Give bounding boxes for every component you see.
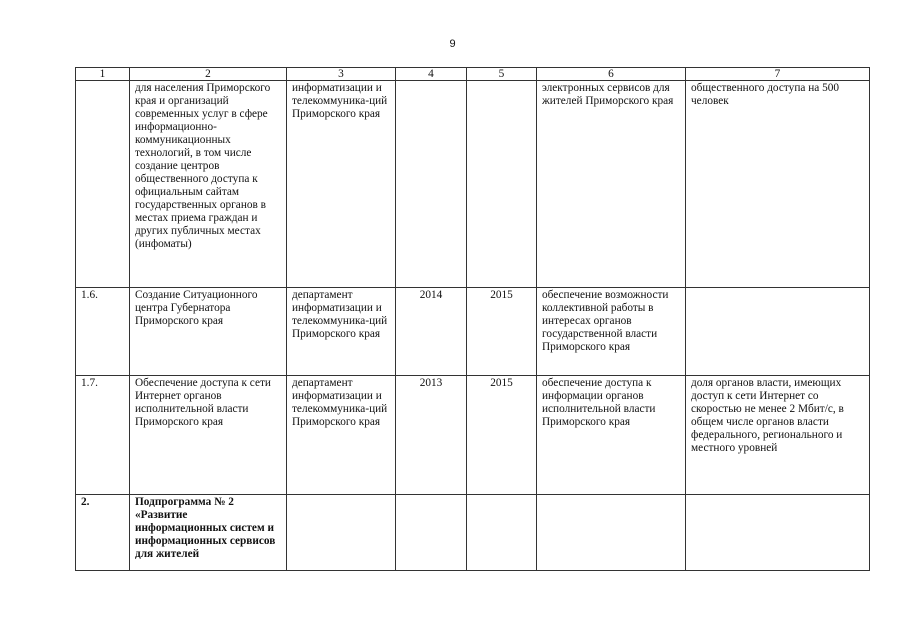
header-cell: 2 [130,68,287,81]
item-start-year: 2014 [396,288,467,376]
table-header-row [76,68,870,81]
item-result: обеспечение возможности коллективной работы в интересах органов государственной власти Приморского края [537,288,686,376]
table-row [76,495,870,571]
item-start-year [396,81,467,288]
table-row [76,81,870,288]
item-executor: информатизации и телекоммуника-ций Приморского края [287,81,396,288]
item-start-year: 2013 [396,376,467,495]
item-end-year: 2015 [467,376,537,495]
item-end-year [467,81,537,288]
header-cell: 4 [396,68,467,81]
item-name: для населения Приморского края и организаций современных услуг в сфере информационно-коммуникационных технологий, в том числе создание центров общественного доступа к официальным сайтам государственных органов в местах приема граждан и других публичных местах (инфоматы) [130,81,287,288]
item-name: Создание Ситуационного центра Губернатора Приморского края [130,288,287,376]
item-executor: департамент информатизации и телекоммуника-ций Приморского края [287,288,396,376]
program-table [75,67,870,571]
item-indicator: доля органов власти, имеющих доступ к сети Интернет со скоростью не менее 2 Мбит/с, в общем числе органов власти федерального, регионального и местного уровней [686,376,870,495]
header-cell: 6 [537,68,686,81]
item-number: 1.6. [76,288,130,376]
table-row [76,376,870,495]
item-indicator [686,495,870,571]
item-result [537,495,686,571]
item-result: электронных сервисов для жителей Приморского края [537,81,686,288]
item-number: 2. [76,495,130,571]
header-cell: 7 [686,68,870,81]
item-indicator: общественного доступа на 500 человек [686,81,870,288]
header-cell: 1 [76,68,130,81]
item-executor [287,495,396,571]
item-start-year [396,495,467,571]
item-end-year: 2015 [467,288,537,376]
item-executor: департамент информатизации и телекоммуника-ций Приморского края [287,376,396,495]
table-row [76,288,870,376]
item-end-year [467,495,537,571]
item-number: 1.7. [76,376,130,495]
item-result: обеспечение доступа к информации органов исполнительной власти Приморского края [537,376,686,495]
header-cell: 3 [287,68,396,81]
page-number: 9 [449,38,456,50]
item-indicator [686,288,870,376]
item-name: Обеспечение доступа к сети Интернет органов исполнительной власти Приморского края [130,376,287,495]
item-name: Подпрограмма № 2 «Развитие информационных систем и информационных сервисов для жителей [130,495,287,571]
item-number [76,81,130,288]
header-cell: 5 [467,68,537,81]
